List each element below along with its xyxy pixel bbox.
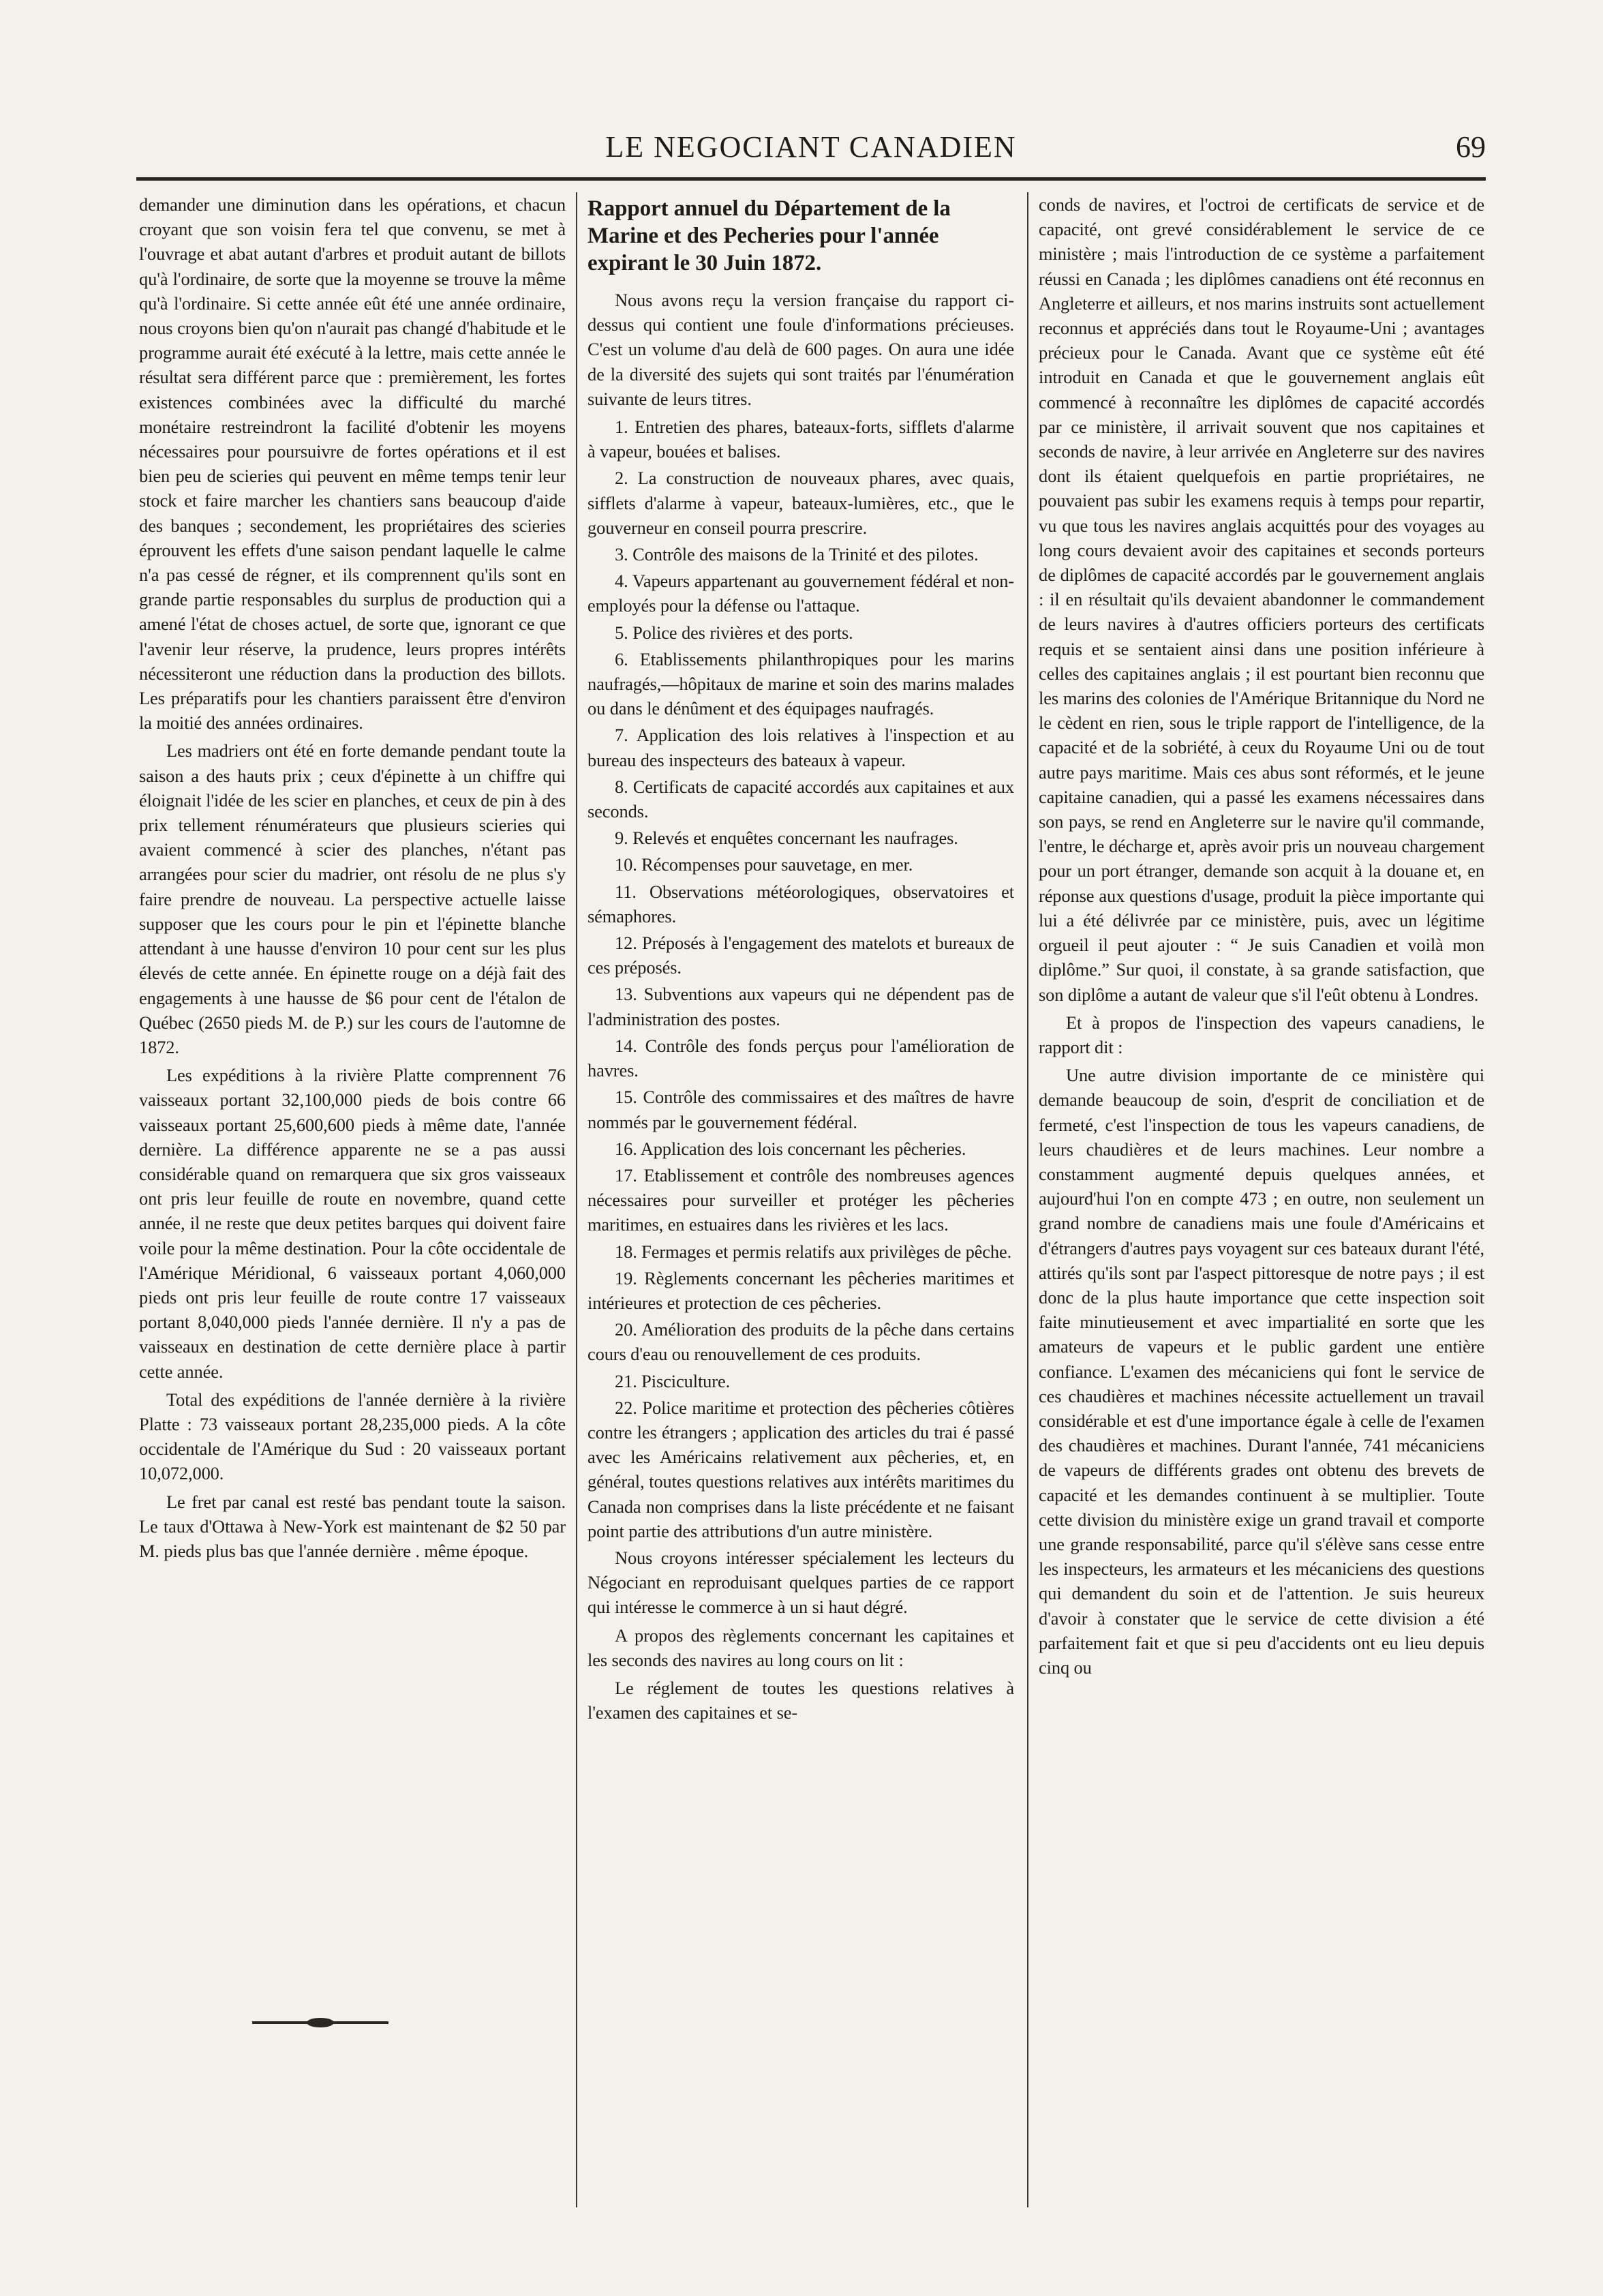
tailpiece-ornament [252, 2021, 388, 2024]
list-item: 2. La construction de nouveaux phares, avec quais, sifflets d'alarme à vapeur, bateaux-lumières, etc., que le gouverneur en conseil pourra prescrire. [587, 468, 1014, 538]
list-item: 22. Police maritime et protection des pêcheries côtières contre les étrangers ; application des articles du trai é passé avec les Américains relativement aux pêcheries, et, en général, toutes questions relatives aux intérêts maritimes du Canada non comprises dans la liste précédente et ne faisant point partie des attributions d'un autre ministère. [587, 1397, 1014, 1541]
column-3 [1039, 192, 1484, 2187]
list-item: 12. Préposés à l'engagement des matelots et bureaux de ces préposés. [587, 933, 1014, 978]
masthead [136, 130, 1486, 170]
list-item: 17. Etablissement et contrôle des nombreuses agences nécessaires pour surveiller et protéger les pêcheries maritimes, en estuaires dans les rivières et les lacs. [587, 1164, 1014, 1235]
paragraph: Nous croyons intéresser spécialement les lecteurs du Négociant en reproduisant quelques parties de ce rapport qui intéresse le commerce à un si haut dégré. [587, 1547, 1014, 1618]
list-item: 9. Relevés et enquêtes concernant les naufrages. [615, 828, 958, 849]
list-item: 1. Entretien des phares, bateaux-forts, sifflets d'alarme à vapeur, bouées et balises. [587, 417, 1014, 462]
column-1 [139, 192, 566, 2187]
header-rule [136, 177, 1486, 181]
list-item: 15. Contrôle des commissaires et des maîtres de havre nommés par le gouvernement fédéral. [587, 1087, 1014, 1132]
list-item: 11. Observations météorologiques, observatoires et sémaphores. [587, 881, 1014, 926]
list-item: 6. Etablissements philanthropiques pour les marins naufragés,—hôpitaux de marine et soin des marins malades ou dans le dénûment et des équipages naufragés. [587, 648, 1014, 719]
list-item: 7. Application des lois relatives à l'inspection et au bureau des inspecteurs des bateaux à vapeur. [587, 725, 1014, 770]
list-item: 14. Contrôle des fonds perçus pour l'amélioration de havres. [587, 1035, 1014, 1081]
paragraph: Nous avons reçu la version française du rapport ci-dessus qui contient une foule d'informations précieuses. C'est un volume d'au delà de 600 pages. On aura une idée de la diversité des sujets qui sont traités par l'énumération suivante de leurs titres. [587, 290, 1014, 409]
column-divider [1027, 192, 1028, 2207]
paragraph: Les madriers ont été en forte demande pendant toute la saison a des hauts prix ; ceux d'épinette à un chiffre qui éloignait l'idée de les scier en planches, et ceux de pin à des prix tellement rénumérateurs que plusieurs scieries qui avaient commencé à scier des planches, n'étant pas arrangées pour scier du madrier, ont résolu de ne plus s'y faire prendre de nouveau. La perspective actuelle laisse supposer que les cours pour le pin et l'épinette blanche attendant à une hausse d'environ 10 pour cent sur les plus élevés de cette année. En épinette rouge on a déjà fait des engagements à une hausse de $6 pour cent de l'étalon de Québec (2650 pieds M. de P.) sur les cours de l'automne de 1872. [139, 740, 566, 1057]
paragraph: Total des expéditions de l'année dernière à la rivière Platte : 73 vaisseaux portant 28,235,000 pieds. A la côte occidentale de l'Amérique du Sud : 20 vaisseaux portant 10,072,000. [139, 1389, 566, 1484]
list-item: 3. Contrôle des maisons de la Trinité et des pilotes. [615, 544, 979, 565]
subject-list [587, 414, 1014, 1543]
paragraph: Le fret par canal est resté bas pendant toute la saison. Le taux d'Ottawa à New-York est maintenant de $2 50 par M. pieds plus bas que l'année dernière . même époque. [139, 1491, 566, 1561]
list-item: 20. Amélioration des produits de la pêche dans certains cours d'eau ou renouvellement de ces produits. [587, 1319, 1014, 1365]
list-item: 16. Application des lois concernant les pêcheries. [615, 1138, 966, 1159]
list-item: 18. Fermages et permis relatifs aux privilèges de pêche. [615, 1241, 1012, 1262]
page-number: 69 [1456, 130, 1486, 164]
column-2 [587, 192, 1014, 2187]
paragraph: Les expéditions à la rivière Platte comprennent 76 vaisseaux portant 32,100,000 pieds de bois contre 66 vaisseaux portant 25,600,600 pieds à même date, l'année dernière. La différence apparente ne se a pas aussi considérable quand on remarquera que six gros vaisseaux ont pris leur feuille de route en novembre, quand cette année, il ne reste que deux petites barques qui doivent faire voile pour la même destination. Pour la côte occidentale de l'Amérique Méridional, 6 vaisseaux portant 4,060,000 pieds ont pris leur feuille de route contre 17 vaisseaux portant 8,040,000 pieds l'année dernière. Il n'y a pas de vaisseaux en destination de cette dernière place à partir cette année. [139, 1065, 566, 1382]
paragraph: demander une diminution dans les opérations, et chacun croyant que son voisin fera tel que convenu, se met à l'ouvrage et abat autant d'arbres et produit autant de billots qu'à l'ordinaire, de sorte que la moyenne se trouve la même qu'à l'ordinaire. Si cette année eût été une année ordinaire, nous croyons bien qu'on n'aurait pas changé d'habitude et le programme aurait été exécuté à la lettre, mais cette année le résultat sera différent parce que : premièrement, les fortes existences combinées avec la difficulté du marché monétaire restreindront la facilité d'obtenir les moyens nécessaires pour poursuivre de fortes opérations et il est bien peu de scieries qui peuvent en même temps tenir leur stock et faire marcher les chantiers sans beaucoup d'aide des banques ; secondement, les propriétaires des scieries éprouvent les effets d'une saison pendant laquelle le calme n'a pas cessé de régner, et ils comprennent qu'ils sont en grande partie responsables du surplus de production qui a amené l'état de choses actuel, de sorte que, ignorant ce que l'avenir leur réserve, la prudence, leurs propres intérêts nécessiteront une réduction dans la production des billots. Les préparatifs pour les chantiers paraissent être d'environ la moitié des années ordinaires. [139, 194, 566, 734]
list-item: 4. Vapeurs appartenant au gouvernement fédéral et non-employés pour la défense ou l'attaque. [587, 571, 1014, 616]
list-item: 19. Règlements concernant les pêcheries maritimes et intérieures et protection de ces pêcheries. [587, 1267, 1014, 1313]
list-item: 8. Certificats de capacité accordés aux capitaines et aux seconds. [587, 776, 1014, 822]
column-divider [576, 192, 577, 2207]
list-item: 5. Police des rivières et des ports. [615, 622, 853, 643]
newspaper-title: LE NEGOCIANT CANADIEN [605, 130, 1017, 164]
list-item: 13. Subventions aux vapeurs qui ne dépendent pas de l'administration des postes. [587, 984, 1014, 1029]
paragraph: Le réglement de toutes les questions relatives à l'examen des capitaines et se- [587, 1677, 1014, 1723]
paragraph: Et à propos de l'inspection des vapeurs canadiens, le rapport dit : [1039, 1012, 1484, 1057]
list-item: 21. Pisciculture. [615, 1370, 731, 1391]
paragraph: A propos des règlements concernant les capitaines et les seconds des navires au long cours on lit : [587, 1625, 1014, 1670]
article-title: Rapport annuel du Département de la Marine et des Pecheries pour l'année expirant le 30 Juin 1872. [587, 196, 951, 275]
list-item: 10. Récompenses pour sauvetage, en mer. [615, 854, 913, 875]
paragraph: Une autre division importante de ce ministère qui demande beaucoup de soin, d'esprit de conciliation et de fermeté, c'est l'inspection de tous les vapeurs canadiens, de leurs chaudières et de leurs machines. Leur nombre a constamment augmenté depuis quelques années, et aujourd'hui l'on en compte 473 ; en outre, non seulement un grand nombre de canadiens mais une foule d'Américains et d'étrangers d'autres pays voyagent sur ces bateaux durant l'été, attirés qu'ils sont par l'aspect pittoresque de notre pays ; il est donc de la plus haute importance que cette inspection soit faite minutieusement et avec impartialité en sorte que les amateurs de vapeurs et le public gardent une entière confiance. L'examen des mécaniciens qui font le service de ces chaudières et machines nécessite actuellement un travail considérable et est d'une importance égale à celle de l'examen des chaudières et machines. Durant l'année, 741 mécaniciens de vapeurs de différents grades ont obtenu des brevets de capacité et les demandes continuent à se multiplier. Toute cette division du ministère exige un grand travail et comporte une grande responsabilité, parce qu'il s'élève sans cesse entre les inspecteurs, les armateurs et les mécaniciens des questions qui demandent du soin et de l'attention. Je suis heureux d'avoir à constater que le service de cette division a été parfaitement fait et que si peu d'accidents ont eu lieu depuis cinq ou [1039, 1065, 1484, 1678]
paragraph: conds de navires, et l'octroi de certificats de service et de capacité, ont grevé considérablement le service de ce ministère ; mais l'introduction de ce système a parfaitement réussi en Canada ; les diplômes canadiens ont été reconnus en Angleterre et ailleurs, et nos marins instruits sont actuellement reconnus et appréciés dans tout le Royaume-Uni ; avantages précieux pour le Canada. Avant que ce système eût été introduit en Canada et que le gouvernement anglais eût commencé à reconnaître les diplômes de capacité accordés par ce ministère, il arrivait souvent que nos capitaines et seconds de navire, à leur arrivée en Angleterre sur des navires dont ils étaient quelquefois en partie propriétaires, ne pouvaient pas subir les examens requis à temps pour repartir, vu que tous les navires anglais acquittés pour des voyages au long cours devaient avoir des capitaines et seconds porteurs de diplômes de capacité accordés par le gouvernement anglais : il en résultait qu'ils devaient abandonner le commandement de leurs navires à d'autres officiers porteurs des certificats requis et se sentaient ainsi dans une position inférieure à celles des capitaines anglais ; il est pourtant bien reconnu que les marins des colonies de l'Amérique Britannique du Nord ne le cèdent en rien, sous le triple rapport de l'intelligence, de la capacité et de la sobriété, à ceux du Royaume Uni ou de tout autre pays maritime. Mais ces abus sont réformés, et le jeune capitaine canadien, qui a passé les examens nécessaires dans son pays, se rend en Angleterre sur le navire qu'il commande, l'entre, le décharge et, après avoir pris un nouveau chargement pour un port étranger, demande son acquit à la douane et, en réponse aux questions d'usage, produit la pièce importante qui lui a été délivrée par ce ministère, puis, avec un légitime orgueil il peut ajouter : “ Je suis Canadien et voilà mon diplôme.” Sur quoi, il constate, à sa grande satisfaction, que son diplôme a autant de valeur que s'il l'eût obtenu à Londres. [1039, 194, 1484, 1005]
